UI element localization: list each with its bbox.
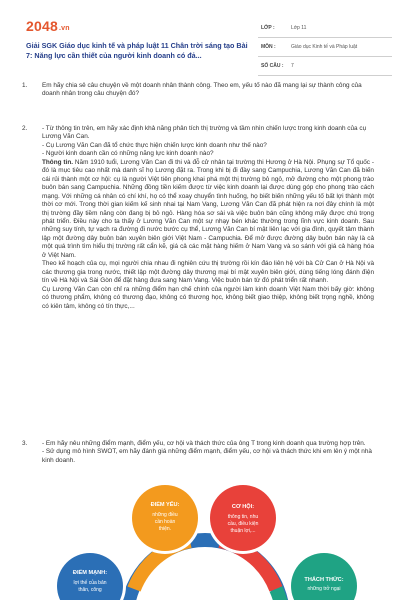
site-logo[interactable] xyxy=(26,18,70,34)
swot-diagram xyxy=(40,478,370,600)
info-text: Năm 1910 tuổi, Lương Văn Can đi thi và đỗ cử nhân tại trường thi Hương ở Hà Nội. Phụng sự Tổ quốc - đó là mục tiêu cao nhất mà danh sĩ họ Lương đặt ra. Trong khi bị đi đày sang Campuchia, Lương Văn Can đã biến cái rủi thành một cơ hội: cụ là người Việt tiên phong khai phá một thị trường bỏ ngỏ, mở đường cho một phong trào buôn bán sang Campuchia. Những đồng tiền kiếm được từ việc kinh doanh lại được dùng góp cho phong trào cách mạng. Với những cá nhân có chí khí, họ có thể xoay chuyển tình huống, họ biết biến những yếu tố bất lợi thành một thời cơ mới. Trong thời gian kiếm kế sinh nhai tại Nam Vang, Lương Văn Can đã phát hiện ra nơi đây chính là một thị trường đầy tiềm năng còn đang bị bỏ ngỏ. Hàng hóa sơ sài và việc buôn bán cũng không mấy được chú trọng phát triển. Điều này cho ta thấy ở Lương Văn Can một sự nhạy bén khác thường trong lĩnh vực kinh doanh. Sau những suy tính, tự vạch ra đường đi nước bước cụ thể, Lương Văn Can bí mật liên lạc với gia đình, quyết tâm thành lập một đường dây buôn bán xuyên biên giới Việt Nam - Campuchia. Để mở được đường dây buôn bán này là cả một quá trình tìm hiểu thị trường rất cẩn kẽ, giá cả các mặt hàng hiếm ở Nam Vang và so sánh với giá cả hàng hóa ở Việt Nam. xyxy=(42,158,374,259)
meta-row-subject xyxy=(258,41,392,57)
swot-weakness-title: ĐIỂM YẾU: xyxy=(150,502,180,508)
question-line: Em hãy chia sẻ câu chuyện về một doanh nhân thành công. Theo em, yếu tố nào đã mang lại sự thành công của doanh nhân trong câu chuyện đó? xyxy=(42,82,362,98)
question-line: - Từ thông tin trên, em hãy xác định khả năng phân tích thị trường và tầm nhìn chiến lược trong kinh doanh của cụ Lương Văn Can. xyxy=(42,125,367,141)
question-line: - Sử dụng mô hình SWOT, em hãy đánh giá những điểm mạnh, điểm yếu, cơ hội và thách thức khi em lên ý một nhà kinh doanh. xyxy=(42,448,372,464)
question-number: 1. xyxy=(22,82,28,89)
swot-weakness-desc: cần hoàn xyxy=(154,519,176,525)
question-line: - Người kinh doanh cần có những năng lực kinh doanh nào? xyxy=(42,150,214,158)
swot-threat-desc: những trở ngại xyxy=(307,586,341,592)
swot-strength-title: ĐIỂM MẠNH: xyxy=(72,570,108,576)
meta-value: Lớp 11 xyxy=(291,25,307,31)
swot-weakness-desc: những điều xyxy=(152,512,178,518)
ring-segment-threat xyxy=(276,589,283,600)
document-meta xyxy=(258,22,392,76)
question-text xyxy=(42,82,374,99)
question-line: - Em hãy nêu những điểm mạnh, điểm yếu, cơ hội và thách thức của ông T trong kinh doanh qua trường hợp trên. xyxy=(42,440,366,447)
swot-threat-title: THÁCH THỨC: xyxy=(304,577,344,583)
swot-weakness xyxy=(129,482,201,554)
logo-text: 2048 xyxy=(26,18,58,34)
question-text xyxy=(42,440,374,465)
ring-inner xyxy=(145,558,265,600)
meta-row-question-count xyxy=(258,60,392,76)
info-paragraph xyxy=(42,159,374,260)
document-header xyxy=(8,8,392,70)
meta-value: 7 xyxy=(291,63,294,69)
swot-diagram-svg xyxy=(40,478,370,600)
logo-suffix: .vn xyxy=(58,25,70,32)
question-number: 3. xyxy=(22,440,28,447)
meta-label: MÔN : xyxy=(261,44,276,50)
question-text xyxy=(42,125,374,311)
swot-weakness-desc: thiện. xyxy=(158,526,172,532)
swot-opportunity-title: CƠ HỘI: xyxy=(231,504,255,510)
info-paragraph-3: Cụ Lương Văn Can còn chỉ ra những điểm hạn chế chính của người làm kinh doanh Việt Nam thời bấy giờ: không có thương phẩm, không có thương đạo, không có thương học, không biết giao thiệp, không biết trọng nghề, không có kiên tâm, không có tín thực,... xyxy=(42,285,374,310)
bubble-fill xyxy=(132,485,198,551)
meta-label: SỐ CÂU : xyxy=(261,63,284,69)
swot-strength-desc: lợi thế của bản xyxy=(73,580,107,586)
question-line: - Cụ Lương Văn Can đã tổ chức thực hiện chiến lược kinh doanh như thế nào? xyxy=(42,141,267,149)
info-paragraph-2: Theo kế hoạch của cụ, mọi người chia nhau đi nghiên cứu thị trường rồi kín đáo liên hệ với bà Cử Can ở Hà Nội và các thương gia trong nước, thiết lập một đường dây thương mại bí mật xuyên biên giới, dùng tiếng lóng đánh điện tín về Hà Nội và Sài Gòn để đặt hàng đưa sang Nam Vang. Việc buôn bán từ đó phát triển rất nhanh. xyxy=(42,260,374,285)
document-title: Giải SGK Giáo dục kinh tế và pháp luật 11 Chân trời sáng tạo Bài 7: Năng lực cần thiết của người kinh doanh có đả... xyxy=(26,41,248,60)
swot-threat xyxy=(288,550,360,600)
swot-opportunity-desc: thuận lợi,... xyxy=(230,528,256,534)
info-label: Thông tin. xyxy=(42,158,73,166)
meta-row-class xyxy=(258,22,392,38)
swot-opportunity-desc: cầu, điều kiện xyxy=(227,521,259,527)
meta-value: Giáo dục Kinh tế và Pháp luật xyxy=(291,44,358,50)
swot-strength xyxy=(54,550,126,600)
swot-strength-desc: thân, công xyxy=(78,587,102,593)
swot-opportunity xyxy=(207,482,279,554)
question-number: 2. xyxy=(22,125,28,132)
meta-label: LỚP : xyxy=(261,25,275,31)
swot-opportunity-desc: thông tin, nhu xyxy=(227,514,259,520)
